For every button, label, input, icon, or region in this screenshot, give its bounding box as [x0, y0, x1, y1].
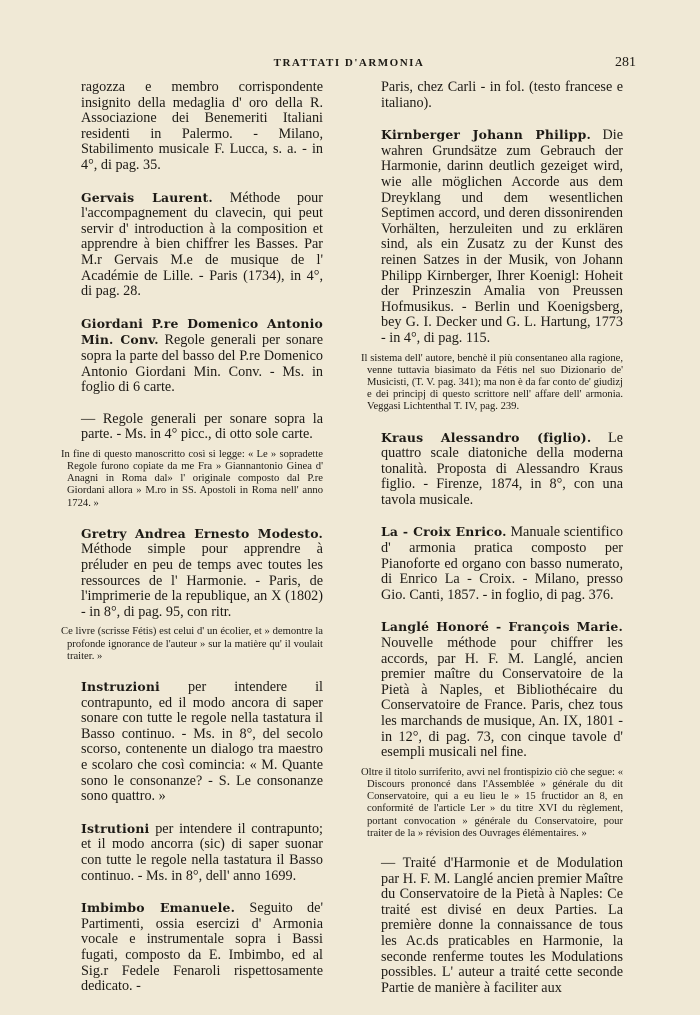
running-title: TRATTATI D'ARMONIA: [273, 57, 425, 69]
entry-author: Gervais Laurent.: [81, 189, 213, 205]
entry-author: Imbimbo Emanuele.: [81, 900, 236, 916]
footnote: Ce livre (scrisse Fétis) est celui d' un écolier, et » demontre la profonde ignorance de l'auteur » sur la matière qu' il voulait traiter. »: [61, 626, 323, 662]
entry-text: per intendere il contrapunto, ed il modo ancora di saper sonare con tutte le regole nella tastatura il Basso continuo. - Ms. in 8°, del secolo scorso, contenente un dialogo tra maestro e scolaro che così comincia: « M. Quante sono le consonanze? - S. Le consonanze sono quattro. »: [81, 679, 323, 805]
entry-text: Die wahren Grundsätze zum Gebrauch der Harmonie, darinn deutlich gezeiget wird, wie alle möglichen Accorde aus dem Dreyklang und dem wesentlichen Septimen accord, und deren dissonirenden Vorhälten, herzuleiten und zu erklären sind, als ein Zusatz zu der Kunst des reinen Satzes in der Musik, von Johann Philipp Kirnberger, Ihrer Koenigl: Hoheit der Prinzeszin Amalia von Preussen Hofmusikus. - Berlin und Koenigsberg, bey G. I. Decker und G. L. Hartung, 1773 - in 4°, di pag. 115.: [381, 127, 623, 346]
entry-la-croix: [355, 524, 623, 603]
entry-giordani-2: [55, 412, 323, 443]
entry-imbimbo: [55, 900, 323, 995]
entry-text: — Traité d'Harmonie et de Modulation par H. F. M. Langlé ancien premier Maître du Conservatoire de la Pietà à Naples: Ce traité est divisé en deux Parties. La première donne la connaissance de tous les Ac.ds praticables en Harmonie, la seconde renferme toutes les Modulations possibles. L' auteur a traité cette seconde Partie de manière à faciliter aux: [381, 855, 623, 996]
entry-istrutioni: [55, 821, 323, 884]
entry-text: per intendere il contrapunto; et il modo ancorra (sic) di saper suonar con tutte le regole nella tastatura il Basso continuo. - Ms. in 8°, dell' anno 1699.: [81, 820, 323, 884]
entry-kraus: [355, 430, 623, 509]
entry-langle: [355, 619, 623, 760]
entry-text: Méthode simple pour apprendre à préluder en peu de temps avec toutes les ressources de l' Harmonie. - Paris, de l'imprimerie de la republique, an X (1802) - in 8°, di pag. 95, con ritr.: [81, 541, 323, 620]
entry-author: Gretry Andrea Ernesto Modesto.: [81, 525, 323, 541]
footnote: Oltre il titolo surriferito, avvi nel frontispizio ciò che segue: « Discours prononcé dans l'Assemblée » générale du dit Conservatoire, qui a eu lieu le » 15 fructidor an 8, en conformité de l'article Ler » du titre XVI du règlement, portant convocation » générale du Conservatoire, pour traiter de la » révision des Ouvrages élémentaires. »: [361, 766, 623, 839]
entry-gretry: [55, 526, 323, 621]
entry-author: Kraus Alessandro (figlio).: [381, 429, 592, 445]
entry-author: Istrutioni: [81, 820, 150, 836]
entry-instruzioni: [55, 679, 323, 805]
entry-text: Nouvelle méthode pour chiffrer les accords, par H. F. M. Langlé, ancien premier maître du Conservatoire de la Pietà à Naples, et Bibliothécaire du Conservatoire de France. Paris, chez tous les marchands de musique, An. IX, 1801 - in 12°, di pag. 73, con cinque tavole d' esempli musicali nel fine.: [381, 635, 623, 761]
entry-text: Regole generali per sonare sopra la parte del basso del P.re Domenico Antonio Giordani Min. Conv. - Ms. in foglio di 6 carte.: [81, 332, 323, 396]
entry-text: Paris, chez Carli - in fol. (testo francese e italiano).: [381, 79, 623, 111]
entry-giordani: [55, 316, 323, 396]
page-header: [62, 55, 636, 77]
entry-continuation: [55, 80, 323, 174]
footnote: Il sistema dell' autore, benchè il più consentaneo alla ragione, venne tuttavia biasimato da Fétis nel suo Dizionario de' Musicisti, (T. V. pag. 341); ma non è da far conto de' giudizj e dei principj di questo scrittore nell' affare dell' armonia. Veggasi Lichtenthal T. IV, pag. 239.: [361, 352, 623, 413]
right-column: [355, 80, 623, 1012]
entry-text: — Regole generali per sonare sopra la parte. - Ms. in 4° picc., di otto sole carte.: [81, 410, 323, 443]
entry-author: Kirnberger Johann Philipp.: [381, 127, 592, 143]
entry-text: ragozza e membro corrispondente insignito della medaglia d' oro della R. Associazione dei Benemeriti Italiani residenti in Palermo. - Milano, Stabilimento musicale F. Lucca, s. a. - in 4°, di pag. 35.: [81, 79, 323, 173]
entry-continuation: [355, 80, 623, 111]
footnote: In fine di questo manoscritto così si legge: « Le » sopradette Regole furono copiate da me Fra » Giannantonio Ginea d' Anagni in Roma dal» l' originale composto dal P.re Giordani allora » M.ro in SS. Apostoli in Roma nell' anno 1724. »: [61, 448, 323, 509]
entry-text: Manuale scientifico d' armonia pratica composto per Pianoforte ed organo con basso numerato, di Enrico La - Croix. - Milano, presso Gio. Canti, 1857. - in foglio, di pag. 376.: [381, 524, 623, 603]
entry-text: Le quattro scale diatoniche della moderna tonalità. Proposta di Alessandro Kraus figlio. - Firenze, 1874, in 8°, con una tavola musicale.: [381, 429, 623, 508]
entry-kirnberger: [355, 127, 623, 346]
entry-author: La - Croix Enrico.: [381, 524, 507, 540]
entry-text: Méthode pour l'accompagnement du clavecin, qui peut servir d' introduction à la composition et apprendre à bien chiffrer les Basses. Par M.r Gervais M.e de musique de l' Académie de Lille. - Paris (1734), in 4°, di pag. 28.: [81, 189, 323, 300]
entry-author: Langlé Honoré - François Marie.: [381, 619, 623, 635]
entry-author: Giordani P.re Domenico Antonio Min. Conv.: [81, 315, 323, 348]
entry-author: Instruzioni: [81, 679, 160, 695]
left-column: [55, 80, 323, 1011]
entry-langle-2: [355, 856, 623, 996]
entry-gervais: [55, 190, 323, 300]
entry-text: Seguito de' Partimenti, ossia esercizi d' Armonia vocale e instrumentale sopra i Bassi fugati, composto da E. Imbimbo, ed al Sig.r Fedele Fenaroli rispettosamente dedicato. -: [81, 900, 323, 995]
page-number: 281: [615, 55, 636, 70]
